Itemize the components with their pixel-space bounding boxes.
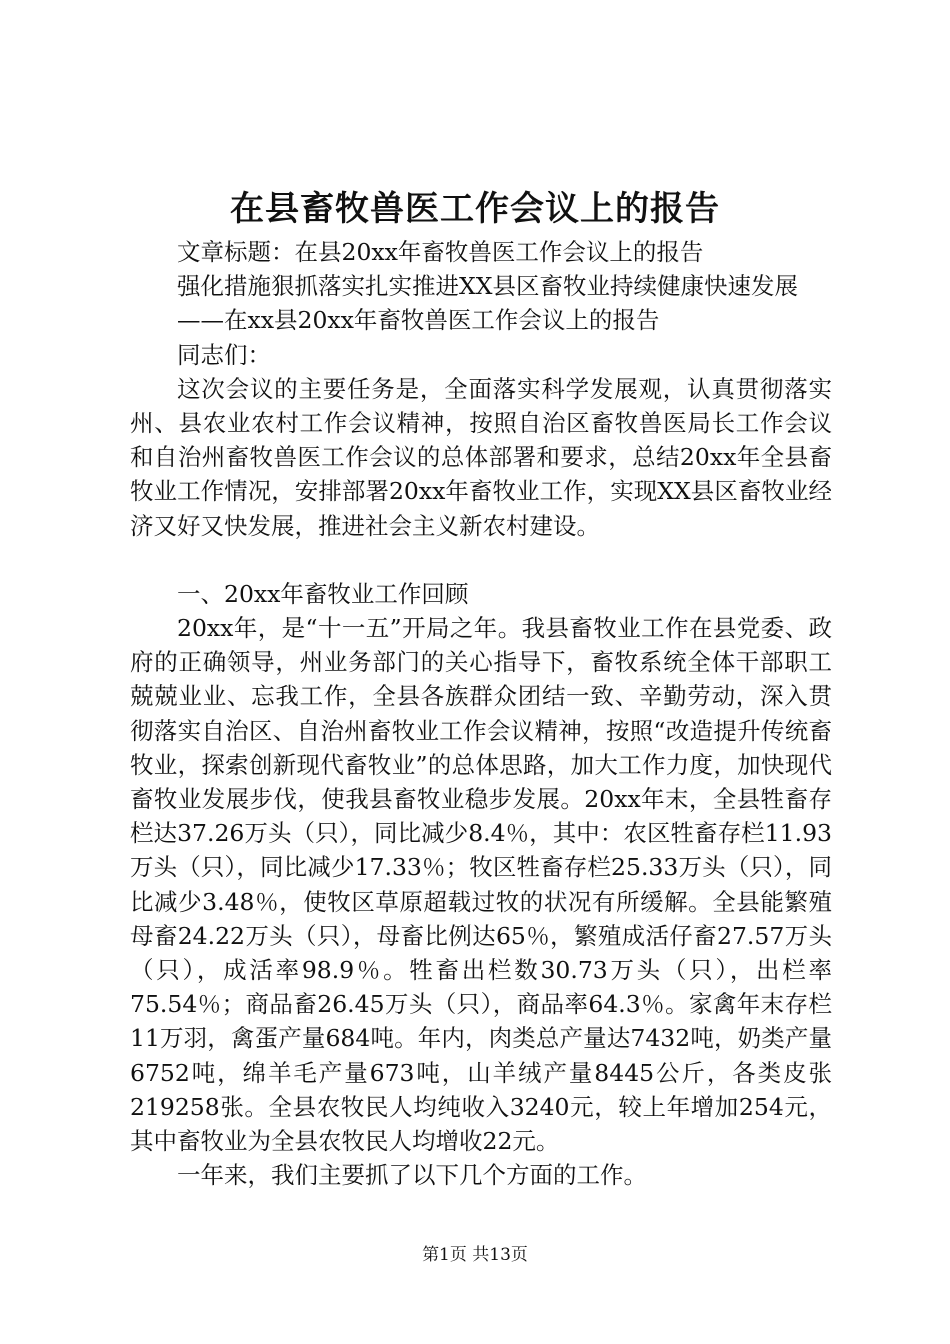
review-paragraph: 20xx年，是“十一五”开局之年。我县畜牧业工作在县党委、政府的正确领导，州业务部门的关心指导下，畜牧系统全体干部职工兢兢业业、忘我工作，全县各族群众团结一致、辛勤劳动，深入贯彻落实自治区、自治州畜牧业工作会议精神，按照“改造提升传统畜牧业，探索创新现代畜牧业”的总体思路，加大工作力度，加快现代畜牧业发展步伐，使我县畜牧业稳步发展。20xx年末，全县牲畜存栏达37.26万头（只），同比减少8.4％，其中：农区牲畜存栏11.93万头（只），同比减少17.33％；牧区牲畜存栏25.33万头（只），同比减少3.48％，使牧区草原超载过牧的状况有所缓解。全县能繁殖母畜24.22万头（只），母畜比例达65％，繁殖成活仔畜27.57万头（只），成活率98.9％。牲畜出栏数30.73万头（只），出栏率75.54％；商品畜26.45万头（只），商品率64.3％。家禽年末存栏11万羽，禽蛋产量684吨。年内，肉类总产量达7432吨，奶类产量6752吨，绵羊毛产量673吨，山羊绒产量8445公斤，各类皮张219258张。全县农牧民人均纯收入3240元，较上年增加254元，其中畜牧业为全县农牧民人均增收22元。 [130, 614, 832, 1156]
closing-paragraph: 一年来，我们主要抓了以下几个方面的工作。 [177, 1161, 647, 1190]
page-footer: 第1页 共13页 [422, 1245, 528, 1265]
article-title-line: 文章标题：在县20xx年畜牧兽医工作会议上的报告 [177, 238, 704, 266]
section-heading: 一、20xx年畜牧业工作回顾 [177, 579, 469, 608]
subtitle-paragraph: ——在xx县20xx年畜牧兽医工作会议上的报告 [177, 306, 660, 335]
intro-paragraph: 这次会议的主要任务是，全面落实科学发展观，认真贯彻落实州、县农业农村工作会议精神，按照自治区畜牧兽医局长工作会议和自治州畜牧兽医工作会议的总体部署和要求，总结20xx年全县畜牧业工作情况，安排部署20xx年畜牧业工作，实现XX县区畜牧业经济又好又快发展，推进社会主义新农村建设。 [130, 374, 832, 540]
document-body [130, 235, 832, 1192]
document-title: 在县畜牧兽医工作会议上的报告 [230, 189, 720, 229]
headline-paragraph: 强化措施狠抓落实扎实推进XX县区畜牧业持续健康快速发展 [177, 272, 798, 301]
paragraph-spacer [130, 543, 832, 577]
salutation: 同志们： [177, 340, 271, 369]
